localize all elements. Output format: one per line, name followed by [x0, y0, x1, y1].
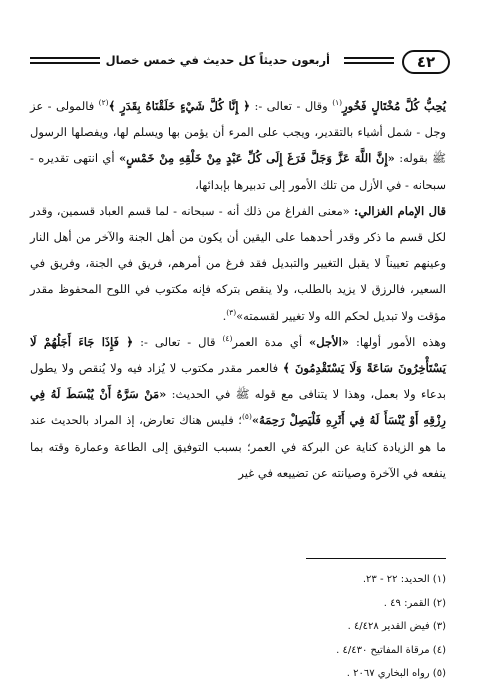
footnote-item: (٢) القمر: ٤٩ .	[383, 597, 446, 609]
text-run: فالمولى - عز وجل - شمل أشياء بالتقدير، ويجب على المرء أن يؤمن بها ويسلم لها، ويفصلها الرسول ﷺ بقوله:	[30, 99, 446, 166]
hadith-quote: «إِنَّ اللَّهَ عَزَّ وَجَلَّ فَرَغَ إِلَى كُلِّ عَبْدٍ مِنْ خَلْقِهِ مِنْ خَمْسٍ»	[118, 151, 395, 166]
page-number: ٤٢	[402, 50, 450, 74]
text-run: وقال - تعالى -:	[249, 99, 333, 113]
quran-verse: ﴿ فَإِذَا جَاءَ أَجَلُهُمْ لَا يَسْتَأْخِرُونَ سَاعَةً وَلَا يَسْتَقْدِمُونَ ﴾	[30, 334, 447, 376]
footnote-item: (٥) رواه البخاري ٢٠٦٧ .	[346, 668, 446, 679]
paragraph-2: قال الإمام الغزالي: «معنى الفراغ من ذلك أنه - سبحانه - لما قسم العباد قسمين، وقدر لكل قسم ما ذكر وقدر أحدهما على اليقين أن يكون من أهل الجنة والآخر من أهل النار وعينهم تعييناً لا يقبل التغيير والتبديل فقد فرغ من أمرهم، فريق في الجنة، وفريق في السعير، فالرزق لا يزيد بالطلب، ولا ينقص بتركه فإنه مكتوب في اللوح المحفوظ مقدر مؤقت ولا تبديل لحكم الله ولا تغيير لقسمته»$^{(٣)}$.	[30, 203, 446, 323]
page-header	[30, 50, 450, 76]
text-run: أي انتهى تقديره - سبحانه - في الأزل من تلك الأمور إلى تدبيرها بإبدائها،	[30, 151, 446, 192]
quran-verse: يُحِبُّ كُلَّ مُخْتَالٍ فَخُورٍ	[342, 99, 446, 113]
header-rule-right	[344, 57, 394, 67]
footnote-item: (١) الحديد: ٢٢ - ٢٣.	[362, 574, 446, 585]
running-title: أربعون حديثاً كل حديث في خمس خصال	[105, 53, 330, 67]
text-run: قال - تعالى -:	[133, 334, 223, 349]
paragraph-1	[30, 93, 446, 198]
footnote-item: (٣) فيض القدير ٤/٤٢٨ .	[347, 621, 446, 632]
footnotes	[30, 568, 446, 686]
footnote-ref[interactable]: (١)	[332, 98, 343, 108]
text-run: «معنى الفراغ من ذلك أنه - سبحانه - لما قسم العباد قسمين، وقدر لكل قسم ما ذكر وقدر أحدهما على اليقين أن يكون من أهل الجنة والآخر من أهل النار وعينهم تعييناً لا يقبل التغيير والتبديل فقد فرغ من أمرهم، فريق في الجنة، وفريق في السعير، فالرزق لا يزيد بالطلب، ولا ينقص بتركه فإنه مكتوب في اللوح المحفوظ مقدر مؤقت ولا تبديل لحكم الله ولا تغيير لقسمته»	[30, 203, 446, 323]
footnote-item: (٤) مرقاة المفاتيح ٤/٤٣٠ .	[336, 644, 446, 656]
footnote-ref[interactable]: (٥)	[241, 412, 252, 422]
scholar-label: قال الإمام الغزالي:	[353, 203, 446, 218]
text-run: أي مدة العمر	[232, 334, 310, 349]
footnote-ref[interactable]: (٣)	[226, 307, 237, 317]
main-text	[30, 93, 446, 486]
footnote-divider	[306, 558, 446, 559]
hadith-quote: «مَنْ سَرَّهُ أَنْ يُبْسَطَ لَهُ فِي رِزْقِهِ أَوْ يُنْسَأَ لَهُ فِي أَثَرِهِ فَلْيَصِلْ رَحِمَهُ»	[30, 387, 446, 428]
text-run: فالعمر مقدر مكتوب لا يُزاد فيه ولا يُنقص ولا يطول بدعاء ولا بعمل، وهذا لا يتنافى مع قوله ﷺ في الحديث:	[30, 361, 446, 402]
footnote-ref[interactable]: (٢)	[98, 98, 109, 108]
footnote-ref[interactable]: (٤)	[222, 334, 233, 343]
paragraph-3	[30, 329, 446, 486]
header-rule-left	[30, 57, 100, 67]
text-run: ؛ فليس هناك تعارض، إذ المراد بالحديث عند ما هو الزيادة كناية عن البركة في العمر؛ بسبب التوفيق إلى الطاعة وعمارة وقته بما ينفعه في الآخرة وصيانته عن تضييعه في غير	[30, 413, 446, 480]
term-label: «الأجل»	[309, 334, 349, 349]
quran-verse: ﴿ إِنَّا كُلَّ شَيْءٍ خَلَقْنَاهُ بِقَدَرٍ ﴾	[108, 99, 250, 113]
text-run: وهذه الأمور أولها:	[349, 334, 447, 349]
